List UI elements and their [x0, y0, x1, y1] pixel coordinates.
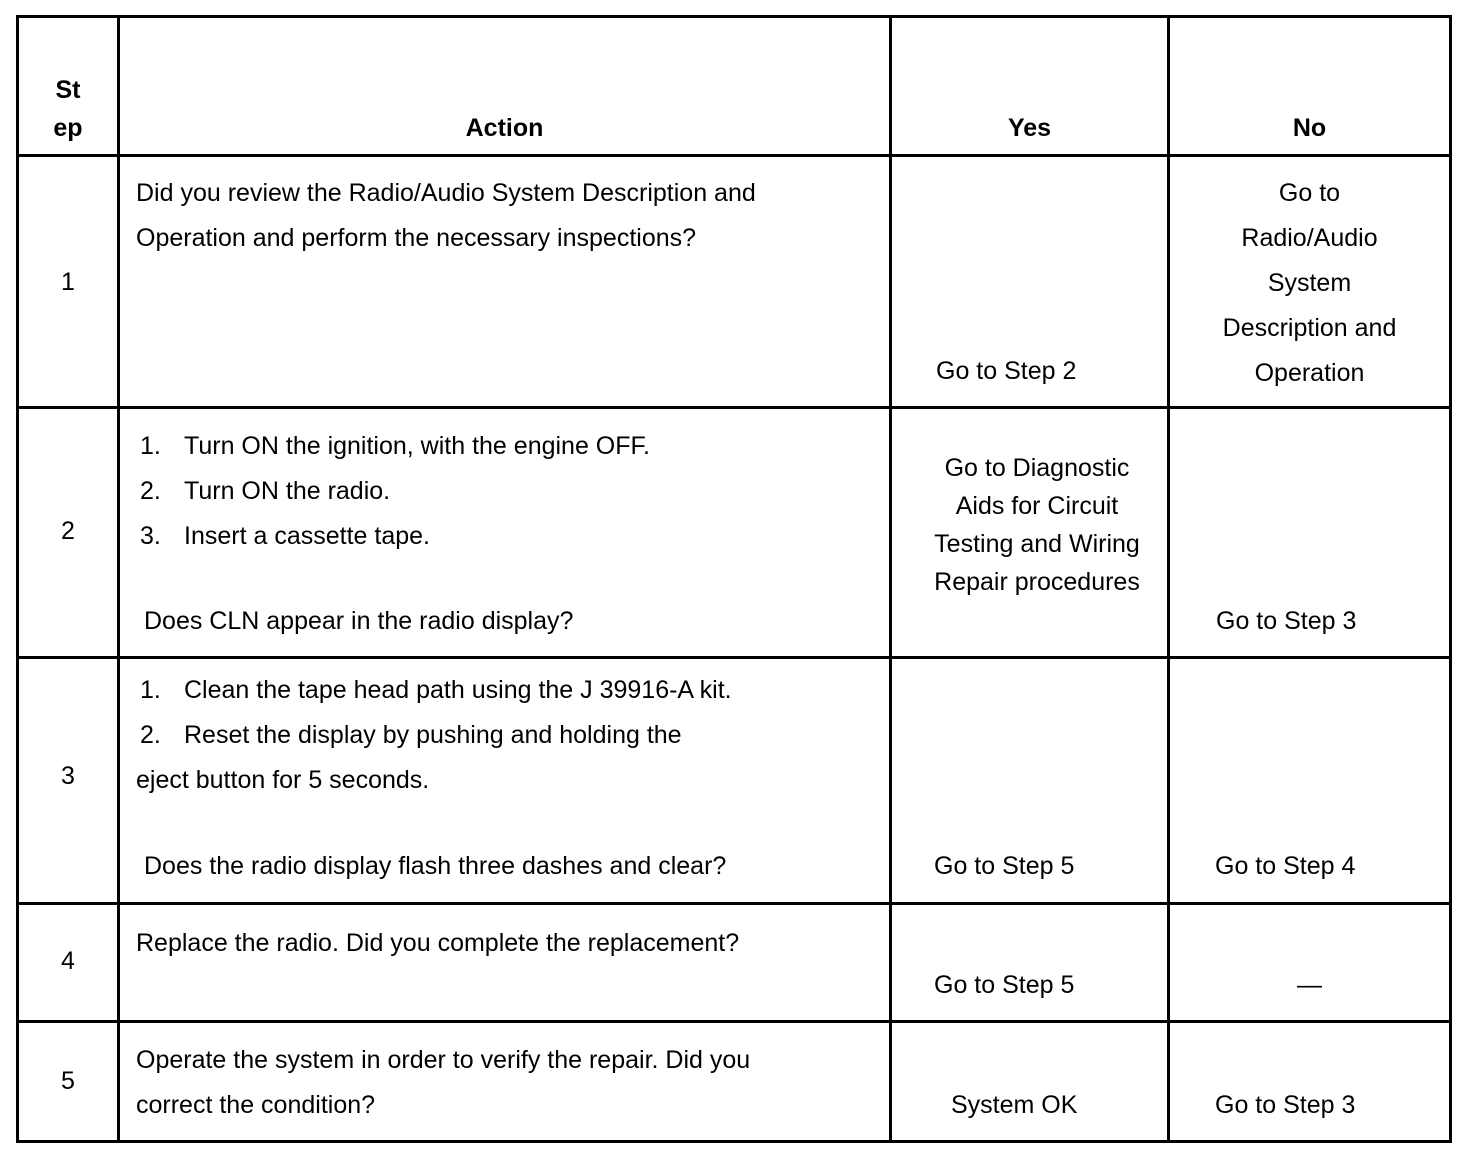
list-item: 2. Reset the display by pushing and holding the — [140, 721, 682, 749]
action-line: Operate the system in order to verify the repair. Did you — [136, 1046, 751, 1074]
no-result: Go to Step 3 — [1216, 607, 1357, 635]
step-number: 3 — [61, 762, 75, 790]
row-divider — [16, 1020, 1452, 1023]
action-text: Replace the radio. Did you complete the replacement? — [136, 929, 740, 957]
no-result: — — [1297, 971, 1322, 999]
header-action: Action — [465, 114, 544, 142]
yes-result: System OK — [951, 1091, 1078, 1119]
list-item: 1. Clean the tape head path using the J 39916-A kit. — [140, 676, 732, 704]
action-line: correct the condition? — [136, 1091, 376, 1119]
table-border-bottom — [16, 1140, 1452, 1143]
no-line: System — [1267, 269, 1352, 297]
yes-result: Go to Step 2 — [936, 357, 1077, 385]
yes-line: Testing and Wiring — [934, 530, 1140, 558]
action-steps-list — [136, 424, 881, 559]
row-divider — [16, 656, 1452, 659]
header-step — [19, 71, 117, 147]
step-number: 4 — [61, 947, 75, 975]
column-divider — [117, 15, 120, 1143]
no-line: Operation — [1254, 359, 1365, 387]
yes-line: Aids for Circuit — [955, 492, 1119, 520]
step-number: 5 — [61, 1067, 75, 1095]
list-item: 1. Turn ON the ignition, with the engine OFF. — [140, 432, 650, 460]
action-steps-list — [136, 668, 881, 758]
no-line: Radio/Audio — [1241, 224, 1378, 252]
list-item: 3. Insert a cassette tape. — [140, 522, 430, 550]
header-no: No — [1292, 114, 1327, 142]
step-number: 1 — [61, 268, 75, 296]
diagnostic-table — [16, 15, 1452, 1143]
step-number: 2 — [61, 517, 75, 545]
row-divider — [16, 406, 1452, 409]
action-text — [136, 668, 881, 803]
yes-result — [892, 449, 1182, 601]
header-step-line1: St — [55, 76, 81, 104]
no-line: Description and — [1222, 314, 1397, 342]
row-divider — [16, 902, 1452, 905]
no-line: Go to — [1278, 179, 1341, 207]
action-line: Did you review the Radio/Audio System Description and — [136, 179, 756, 207]
action-text — [136, 424, 881, 559]
header-step-line2: ep — [53, 114, 83, 142]
yes-line: Go to Diagnostic — [944, 454, 1130, 482]
yes-result: Go to Step 5 — [934, 971, 1075, 999]
question-text: Does the radio display flash three dashes and clear? — [144, 852, 727, 880]
no-result — [1170, 171, 1449, 396]
action-text — [136, 1038, 881, 1128]
table-border-top — [16, 15, 1452, 18]
yes-result: Go to Step 5 — [934, 852, 1075, 880]
no-result: Go to Step 4 — [1215, 852, 1356, 880]
list-item: 2. Turn ON the radio. — [140, 477, 391, 505]
question-text: Does CLN appear in the radio display? — [144, 607, 574, 635]
row-divider — [16, 154, 1452, 157]
yes-line: Repair procedures — [934, 568, 1140, 596]
table-border-right — [1449, 15, 1452, 1143]
action-continuation: eject button for 5 seconds. — [136, 766, 430, 794]
no-result: Go to Step 3 — [1215, 1091, 1356, 1119]
header-yes: Yes — [1007, 114, 1052, 142]
action-text — [136, 171, 881, 261]
action-line: Operation and perform the necessary inspections? — [136, 224, 697, 252]
